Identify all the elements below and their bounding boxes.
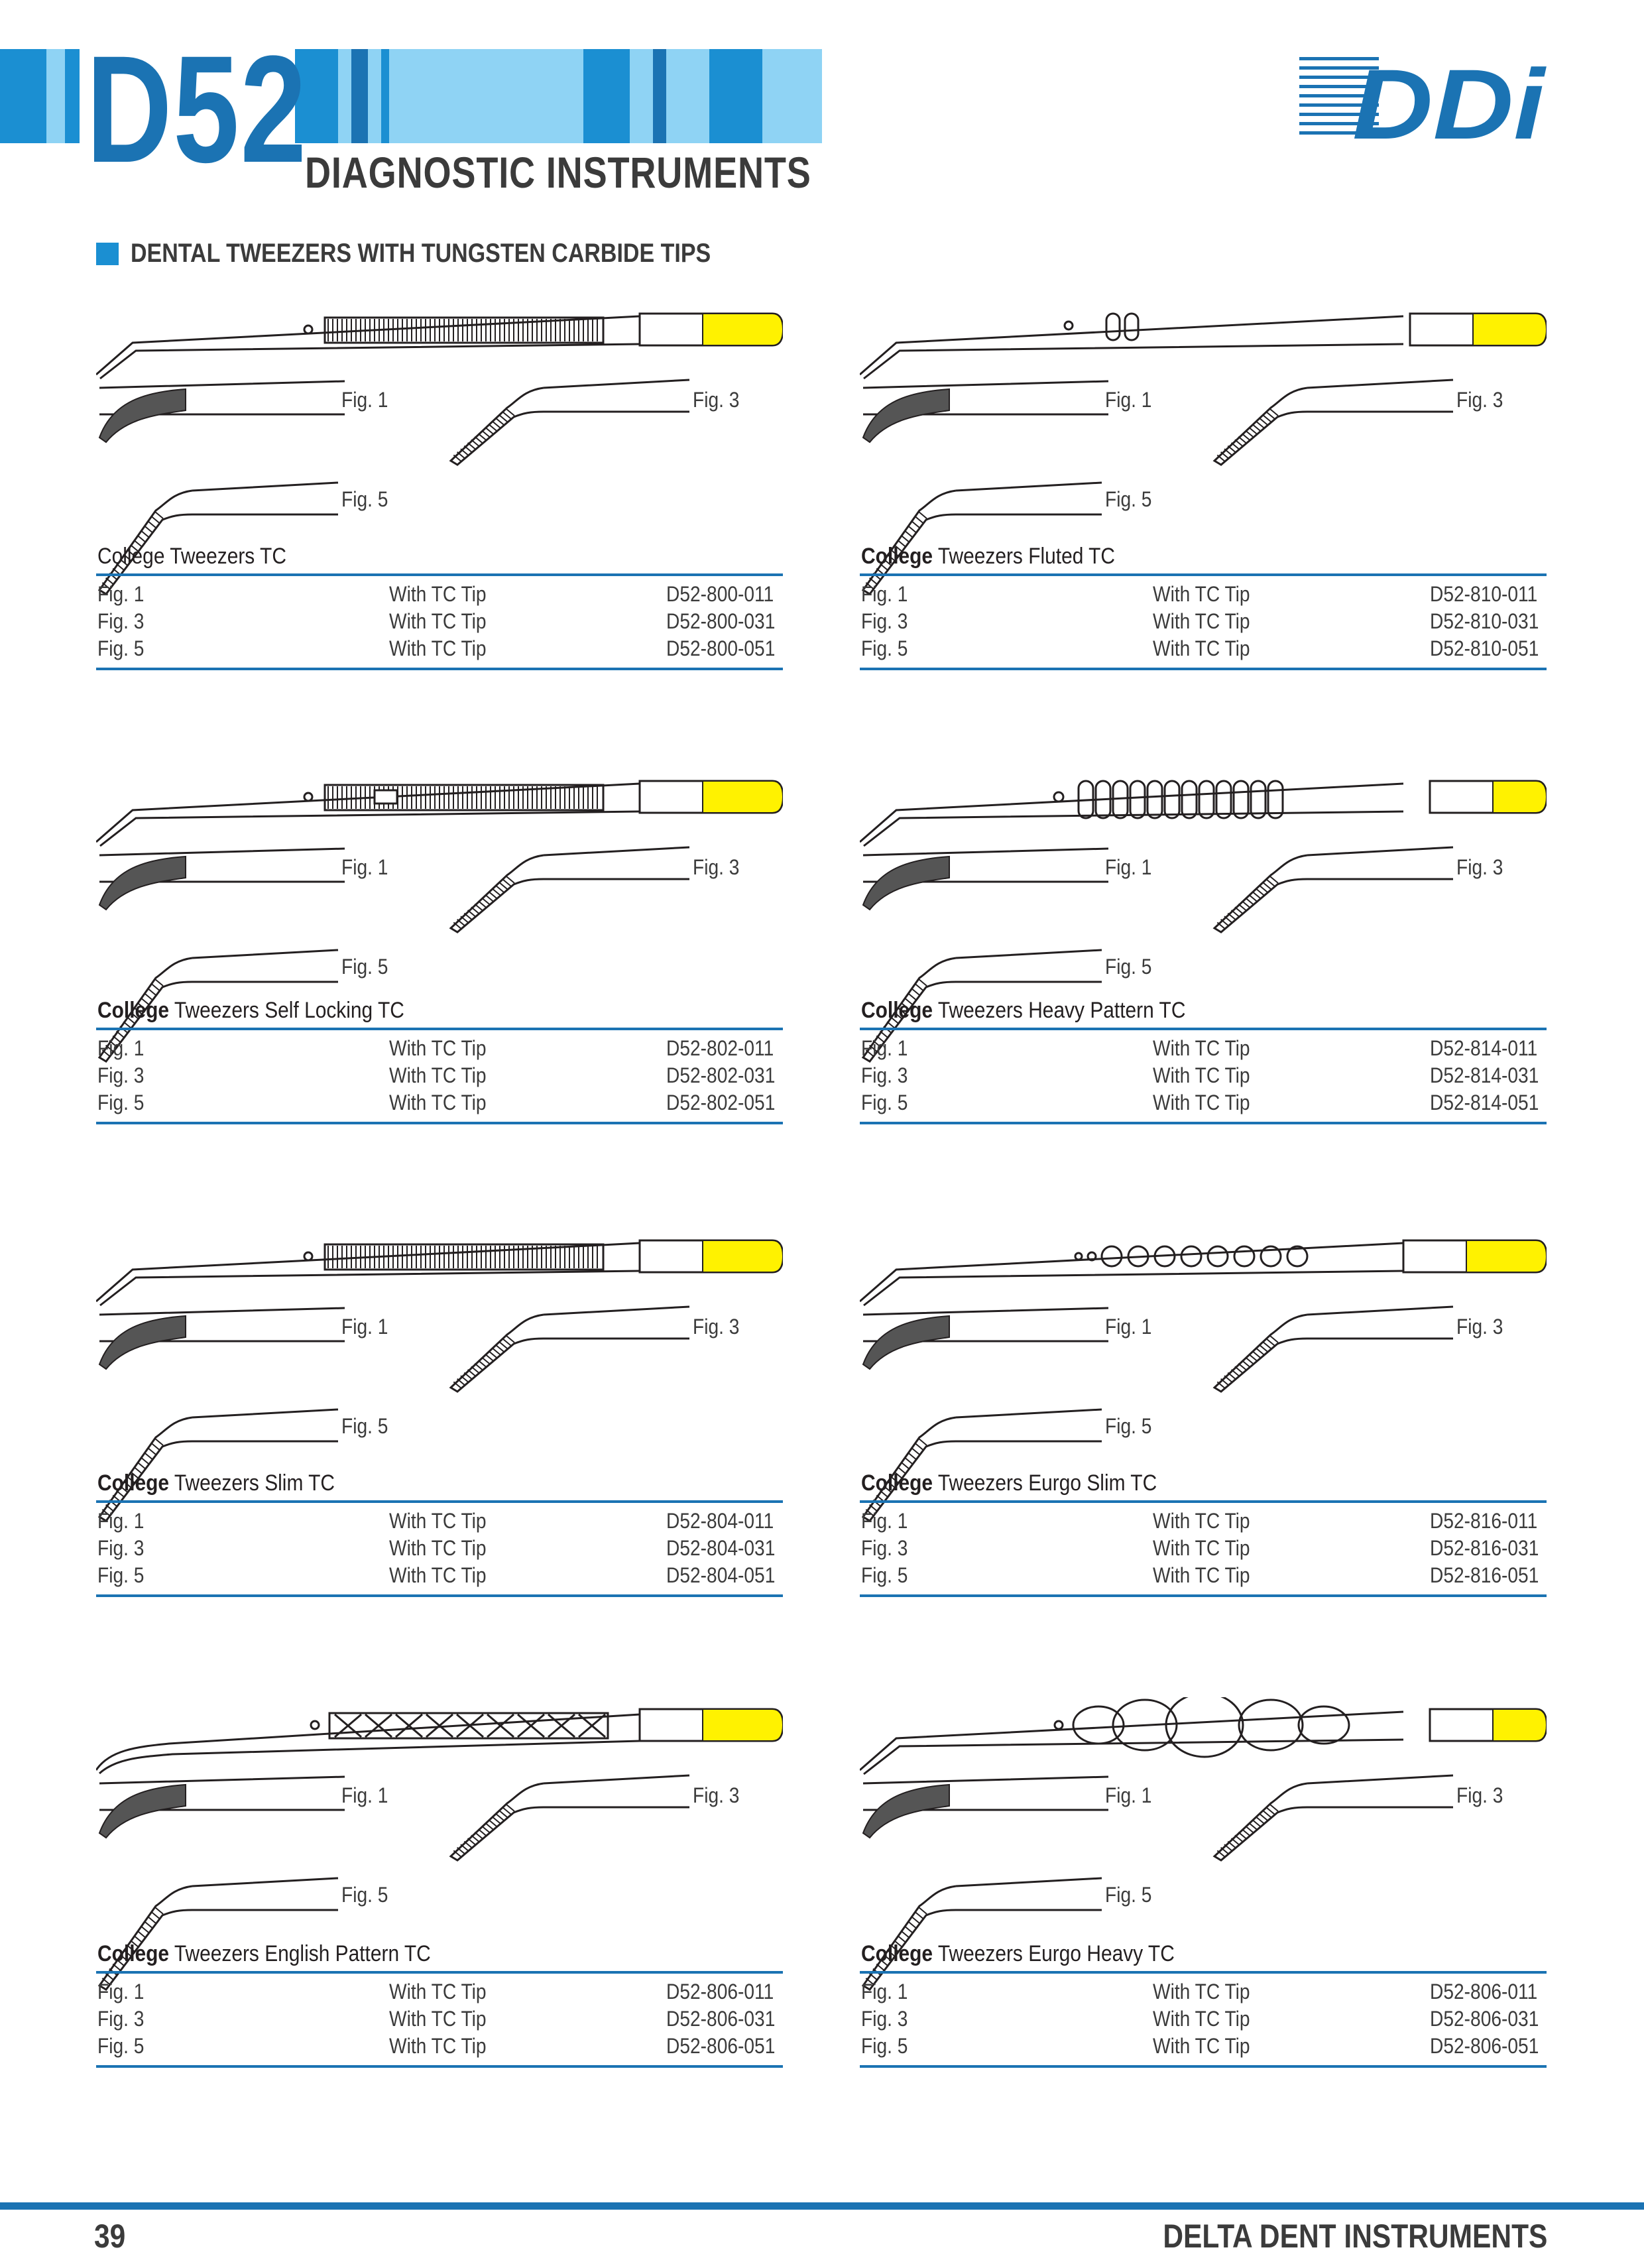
figure-label: Fig. 1 [1105,855,1152,879]
table-bottom-rule [860,668,1547,670]
row-item-code: D52-802-031 [666,1063,776,1087]
figure-label: Fig. 5 [341,487,388,511]
table-top-rule [860,573,1547,576]
row-figure: Fig. 3 [861,2007,908,2031]
tweezer-illustration [860,302,1547,620]
figure-label: Fig. 3 [693,855,740,879]
row-description: With TC Tip [389,1091,487,1114]
ddi-logo [1299,42,1551,149]
figure-label: Fig. 3 [693,1315,740,1339]
figure-label: Fig. 5 [341,955,388,979]
product-table [97,582,783,664]
row-item-code: D52-800-031 [666,609,776,633]
tip-fig-5 [863,1409,1102,1521]
tip-fig-3 [1214,1307,1453,1392]
row-description: With TC Tip [1153,582,1250,606]
table-row [97,1091,783,1118]
product-table [861,1036,1547,1118]
product-table [861,582,1547,664]
product-title [97,544,286,569]
category-title: DIAGNOSTIC INSTRUMENTS [305,148,811,197]
row-description: With TC Tip [1153,1980,1250,2003]
product-title-rest: Tweezers English Pattern TC [169,1941,431,1966]
row-figure: Fig. 3 [97,609,145,633]
footer-rule [0,2202,1644,2210]
tip-fig-3 [451,847,689,932]
product-title [861,998,1185,1024]
figure-label: Fig. 3 [1456,1315,1503,1339]
row-item-code: D52-816-031 [1430,1536,1539,1560]
product-block [860,302,1547,673]
table-bottom-rule [860,1122,1547,1124]
product-title-bold: College [97,998,170,1023]
table-row [97,2034,783,2061]
figure-label: Fig. 5 [1105,487,1152,511]
row-item-code: D52-804-011 [666,1509,774,1533]
row-figure: Fig. 5 [97,1563,145,1587]
table-row [861,1036,1547,1063]
row-description: With TC Tip [389,1563,487,1587]
row-description: With TC Tip [1153,2034,1250,2058]
tip-fig-1 [99,849,345,910]
tweezer-main [860,314,1547,379]
figure-label: Fig. 3 [693,388,740,412]
row-item-code: D52-816-051 [1430,1563,1539,1587]
table-row [97,2007,783,2034]
tip-fig-3 [1214,380,1453,465]
row-item-code: D52-806-031 [666,2007,776,2031]
table-bottom-rule [96,1122,783,1124]
product-title-bold: College [861,998,933,1023]
product-title-rest: Tweezers Eurgo Heavy TC [933,1941,1175,1966]
section-heading [96,239,813,269]
product-title-bold: College [97,1470,170,1496]
catalog-code: D52 [86,24,308,194]
figure-label: Fig. 1 [341,1315,388,1339]
row-item-code: D52-802-011 [666,1036,774,1060]
row-description: With TC Tip [389,2034,487,2058]
product-title-rest: Tweezers Slim TC [169,1470,335,1496]
figure-label: Fig. 3 [693,1783,740,1807]
row-item-code: D52-804-031 [666,1536,776,1560]
figure-label: Fig. 3 [1456,855,1503,879]
row-figure: Fig. 5 [97,2034,145,2058]
row-description: With TC Tip [1153,1091,1250,1114]
table-row [97,1536,783,1563]
row-item-code: D52-806-051 [1430,2034,1539,2058]
figure-label: Fig. 1 [341,855,388,879]
row-figure: Fig. 3 [97,2007,145,2031]
product-title [97,1470,335,1496]
tweezer-main [860,1240,1547,1305]
figure-label: Fig. 5 [341,1414,388,1438]
table-row [861,1536,1547,1563]
tip-fig-5 [99,1409,338,1521]
row-figure: Fig. 3 [861,609,908,633]
product-title-rest: Tweezers Eurgo Slim TC [933,1470,1157,1496]
product-title [97,1941,431,1967]
table-row [97,1509,783,1536]
tweezer-illustration [96,1697,783,2015]
row-item-code: D52-806-011 [666,1980,774,2003]
table-row [861,636,1547,664]
figure-label: Fig. 1 [1105,388,1152,412]
row-figure: Fig. 1 [97,1509,145,1533]
row-figure: Fig. 5 [97,636,145,660]
figure-label: Fig. 3 [1456,388,1503,412]
tweezer-illustration [96,302,783,620]
product-title-rest: Tweezers Self Locking TC [169,998,404,1023]
row-figure: Fig. 1 [861,1980,908,2003]
row-description: With TC Tip [1153,1536,1250,1560]
tweezer-main [860,781,1547,846]
row-figure: Fig. 3 [97,1536,145,1560]
table-top-rule [96,573,783,576]
row-figure: Fig. 3 [861,1536,908,1560]
row-figure: Fig. 3 [97,1063,145,1087]
table-top-rule [96,1028,783,1030]
row-item-code: D52-814-011 [1430,1036,1538,1060]
tip-fig-3 [1214,1775,1453,1860]
table-bottom-rule [96,2065,783,2068]
table-bottom-rule [96,668,783,670]
product-title-rest: College Tweezers TC [97,544,286,569]
row-figure: Fig. 5 [861,1091,908,1114]
product-title-rest: Tweezers Fluted TC [933,544,1116,569]
table-row [861,1509,1547,1536]
row-description: With TC Tip [389,1036,487,1060]
row-description: With TC Tip [389,636,487,660]
product-title-bold: College [97,1941,170,1966]
table-bottom-rule [96,1594,783,1597]
tweezer-main [860,1697,1547,1774]
product-title [861,1470,1157,1496]
product-table [97,1980,783,2061]
row-figure: Fig. 1 [861,582,908,606]
row-description: With TC Tip [389,2007,487,2031]
row-item-code: D52-806-011 [1430,1980,1538,2003]
tip-fig-3 [1214,847,1453,932]
row-description: With TC Tip [1153,2007,1250,2031]
row-item-code: D52-814-051 [1430,1091,1539,1114]
table-top-rule [860,1500,1547,1503]
row-figure: Fig. 5 [861,636,908,660]
figure-label: Fig. 5 [1105,1883,1152,1907]
figure-label: Fig. 1 [1105,1783,1152,1807]
table-row [861,609,1547,636]
tip-fig-1 [99,1777,345,1838]
table-row [861,1091,1547,1118]
product-table [97,1036,783,1118]
row-item-code: D52-806-031 [1430,2007,1539,2031]
table-row [97,1563,783,1590]
table-row [97,609,783,636]
table-top-rule [96,1971,783,1974]
row-description: With TC Tip [389,1536,487,1560]
product-title-bold: College [861,1470,933,1496]
tip-fig-3 [451,1307,689,1392]
table-bottom-rule [860,2065,1547,2068]
product-block [860,1697,1547,2070]
figure-label: Fig. 5 [1105,955,1152,979]
tip-fig-5 [863,483,1102,594]
row-description: With TC Tip [1153,609,1250,633]
row-description: With TC Tip [389,582,487,606]
row-description: With TC Tip [1153,636,1250,660]
product-block [96,769,783,1127]
row-item-code: D52-810-011 [1430,582,1538,606]
tweezer-illustration [860,1697,1547,2015]
row-figure: Fig. 3 [861,1063,908,1087]
row-item-code: D52-800-011 [666,582,774,606]
tweezer-main [96,781,783,846]
row-item-code: D52-802-051 [666,1091,776,1114]
tip-fig-1 [863,849,1108,910]
figure-label: Fig. 1 [341,1783,388,1807]
product-table [861,1509,1547,1590]
row-figure: Fig. 1 [97,1980,145,2003]
tweezer-illustration [860,1228,1547,1547]
product-title-bold: College [861,1941,933,1966]
figure-label: Fig. 1 [1105,1315,1152,1339]
table-top-rule [860,1971,1547,1974]
table-row [861,2034,1547,2061]
product-title [861,544,1115,569]
row-description: With TC Tip [1153,1509,1250,1533]
row-figure: Fig. 1 [97,582,145,606]
table-row [861,1063,1547,1091]
product-block [860,1228,1547,1600]
tip-fig-3 [451,1775,689,1860]
row-description: With TC Tip [389,1063,487,1087]
product-block [860,769,1547,1127]
table-row [861,582,1547,609]
figure-label: Fig. 5 [1105,1414,1152,1438]
figure-label: Fig. 1 [341,388,388,412]
table-bottom-rule [860,1594,1547,1597]
row-description: With TC Tip [389,1509,487,1533]
footer-brand: DELTA DENT INSTRUMENTS [1162,2218,1547,2255]
table-row [97,636,783,664]
row-figure: Fig. 5 [861,1563,908,1587]
product-table [861,1980,1547,2061]
product-table [97,1509,783,1590]
row-figure: Fig. 5 [97,1091,145,1114]
row-item-code: D52-816-011 [1430,1509,1538,1533]
row-description: With TC Tip [1153,1563,1250,1587]
table-top-rule [860,1028,1547,1030]
section-title: DENTAL TWEEZERS WITH TUNGSTEN CARBIDE TIPS [131,239,711,268]
row-description: With TC Tip [389,1980,487,2003]
row-item-code: D52-804-051 [666,1563,776,1587]
product-title-bold: College [861,544,933,569]
row-description: With TC Tip [1153,1063,1250,1087]
tip-fig-1 [863,1308,1108,1369]
figure-label: Fig. 5 [341,1883,388,1907]
tip-fig-1 [99,1308,345,1369]
row-item-code: D52-800-051 [666,636,776,660]
row-figure: Fig. 1 [97,1036,145,1060]
row-item-code: D52-810-031 [1430,609,1539,633]
table-row [97,1036,783,1063]
tip-fig-1 [863,381,1108,442]
tip-fig-5 [99,483,338,594]
table-row [861,1980,1547,2007]
tweezer-main [96,1709,783,1773]
tip-fig-1 [99,381,345,442]
row-description: With TC Tip [1153,1036,1250,1060]
page-number: 39 [94,2218,126,2255]
row-figure: Fig. 5 [861,2034,908,2058]
table-top-rule [96,1500,783,1503]
row-item-code: D52-814-031 [1430,1063,1539,1087]
row-item-code: D52-810-051 [1430,636,1539,660]
table-row [861,1563,1547,1590]
tip-fig-1 [863,1777,1108,1838]
product-block [96,1228,783,1600]
table-row [861,2007,1547,2034]
row-figure: Fig. 1 [861,1036,908,1060]
table-row [97,1063,783,1091]
tweezer-main [96,1240,783,1305]
logo-text: DDi [1352,48,1547,149]
section-square-icon [96,243,119,265]
row-item-code: D52-806-051 [666,2034,776,2058]
figure-label: Fig. 3 [1456,1783,1503,1807]
tip-fig-3 [451,380,689,465]
product-title [861,1941,1175,1967]
product-title [97,998,404,1024]
tweezer-main [96,314,783,379]
product-title-rest: Tweezers Heavy Pattern TC [933,998,1186,1023]
table-row [97,1980,783,2007]
row-figure: Fig. 1 [861,1509,908,1533]
row-description: With TC Tip [389,609,487,633]
tweezer-illustration [96,1228,783,1547]
product-block [96,1697,783,2070]
table-row [97,582,783,609]
product-block [96,302,783,673]
